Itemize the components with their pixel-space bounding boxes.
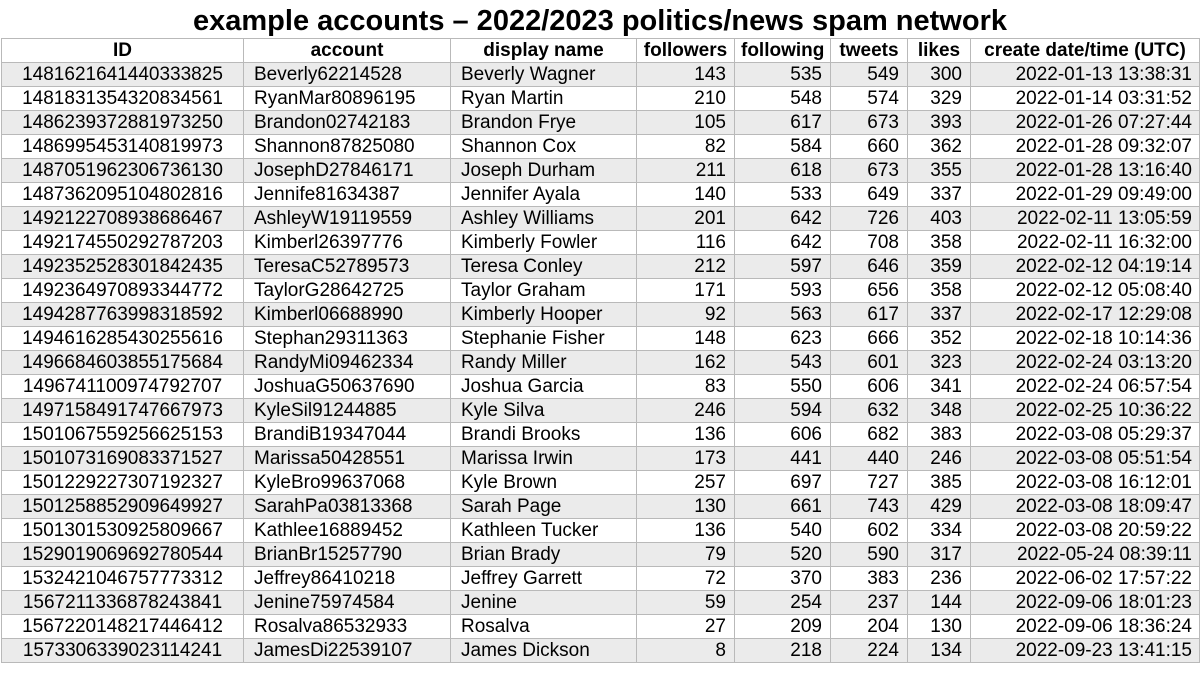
table-row xyxy=(2,279,1200,303)
cell-tweets: 632 xyxy=(831,399,908,423)
cell-create-date: 2022-02-17 12:29:08 xyxy=(971,303,1200,327)
cell-create-date: 2022-01-29 09:49:00 xyxy=(971,183,1200,207)
cell-id: 1486995453140819973 xyxy=(2,135,244,159)
cell-account: TeresaC52789573 xyxy=(244,255,451,279)
cell-account: Beverly62214528 xyxy=(244,63,451,87)
cell-tweets: 673 xyxy=(831,159,908,183)
table-row xyxy=(2,399,1200,423)
table-row xyxy=(2,111,1200,135)
cell-display-name: Kathleen Tucker xyxy=(451,519,637,543)
cell-followers: 136 xyxy=(637,423,735,447)
cell-followers: 246 xyxy=(637,399,735,423)
cell-id: 1492122708938686467 xyxy=(2,207,244,231)
cell-create-date: 2022-01-13 13:38:31 xyxy=(971,63,1200,87)
cell-account: Kathlee16889452 xyxy=(244,519,451,543)
cell-account: KyleBro99637068 xyxy=(244,471,451,495)
cell-account: KyleSil91244885 xyxy=(244,399,451,423)
cell-followers: 171 xyxy=(637,279,735,303)
table-row xyxy=(2,159,1200,183)
table-row xyxy=(2,567,1200,591)
cell-id: 1492364970893344772 xyxy=(2,279,244,303)
table-row xyxy=(2,615,1200,639)
cell-tweets: 727 xyxy=(831,471,908,495)
column-header-account: account xyxy=(244,39,451,63)
cell-create-date: 2022-01-28 13:16:40 xyxy=(971,159,1200,183)
cell-following: 606 xyxy=(735,423,831,447)
cell-display-name: Brandon Frye xyxy=(451,111,637,135)
cell-following: 535 xyxy=(735,63,831,87)
cell-create-date: 2022-02-18 10:14:36 xyxy=(971,327,1200,351)
cell-display-name: Taylor Graham xyxy=(451,279,637,303)
cell-id: 1532421046757773312 xyxy=(2,567,244,591)
table-row xyxy=(2,135,1200,159)
cell-create-date: 2022-09-06 18:36:24 xyxy=(971,615,1200,639)
cell-followers: 82 xyxy=(637,135,735,159)
cell-likes: 348 xyxy=(908,399,971,423)
cell-account: JamesDi22539107 xyxy=(244,639,451,663)
cell-likes: 329 xyxy=(908,87,971,111)
table-row xyxy=(2,639,1200,663)
cell-following: 533 xyxy=(735,183,831,207)
cell-tweets: 673 xyxy=(831,111,908,135)
cell-create-date: 2022-06-02 17:57:22 xyxy=(971,567,1200,591)
cell-likes: 130 xyxy=(908,615,971,639)
cell-account: Rosalva86532933 xyxy=(244,615,451,639)
cell-display-name: Randy Miller xyxy=(451,351,637,375)
table-row xyxy=(2,495,1200,519)
column-header-display-name: display name xyxy=(451,39,637,63)
accounts-table xyxy=(1,38,1200,663)
cell-likes: 337 xyxy=(908,183,971,207)
cell-tweets: 666 xyxy=(831,327,908,351)
cell-id: 1494616285430255616 xyxy=(2,327,244,351)
cell-followers: 105 xyxy=(637,111,735,135)
cell-id: 1497158491747667973 xyxy=(2,399,244,423)
cell-id: 1494287763998318592 xyxy=(2,303,244,327)
cell-id: 1486239372881973250 xyxy=(2,111,244,135)
cell-id: 1501229227307192327 xyxy=(2,471,244,495)
cell-tweets: 601 xyxy=(831,351,908,375)
cell-create-date: 2022-03-08 05:51:54 xyxy=(971,447,1200,471)
cell-id: 1496741100974792707 xyxy=(2,375,244,399)
cell-followers: 212 xyxy=(637,255,735,279)
cell-account: Jeffrey86410218 xyxy=(244,567,451,591)
cell-likes: 359 xyxy=(908,255,971,279)
cell-likes: 355 xyxy=(908,159,971,183)
column-header-id: ID xyxy=(2,39,244,63)
table-row xyxy=(2,447,1200,471)
cell-create-date: 2022-02-12 05:08:40 xyxy=(971,279,1200,303)
table-row xyxy=(2,303,1200,327)
cell-display-name: Kyle Silva xyxy=(451,399,637,423)
cell-account: JoshuaG50637690 xyxy=(244,375,451,399)
cell-account: JosephD27846171 xyxy=(244,159,451,183)
cell-display-name: Beverly Wagner xyxy=(451,63,637,87)
cell-following: 254 xyxy=(735,591,831,615)
cell-likes: 362 xyxy=(908,135,971,159)
cell-display-name: Sarah Page xyxy=(451,495,637,519)
table-title: example accounts – 2022/2023 politics/news spam network xyxy=(193,5,1007,37)
table-row xyxy=(2,423,1200,447)
cell-following: 584 xyxy=(735,135,831,159)
table-row xyxy=(2,351,1200,375)
table-row xyxy=(2,207,1200,231)
cell-tweets: 602 xyxy=(831,519,908,543)
cell-display-name: Brian Brady xyxy=(451,543,637,567)
cell-tweets: 590 xyxy=(831,543,908,567)
column-header-followers: followers xyxy=(637,39,735,63)
cell-likes: 144 xyxy=(908,591,971,615)
cell-tweets: 708 xyxy=(831,231,908,255)
cell-display-name: Jennifer Ayala xyxy=(451,183,637,207)
cell-display-name: James Dickson xyxy=(451,639,637,663)
column-header-tweets: tweets xyxy=(831,39,908,63)
cell-followers: 27 xyxy=(637,615,735,639)
cell-display-name: Joseph Durham xyxy=(451,159,637,183)
cell-likes: 358 xyxy=(908,279,971,303)
cell-account: Kimberl26397776 xyxy=(244,231,451,255)
cell-followers: 148 xyxy=(637,327,735,351)
table-row xyxy=(2,231,1200,255)
column-header-create-date: create date/time (UTC) xyxy=(971,39,1200,63)
cell-id: 1496684603855175684 xyxy=(2,351,244,375)
cell-account: Brandon02742183 xyxy=(244,111,451,135)
cell-tweets: 617 xyxy=(831,303,908,327)
cell-display-name: Kimberly Hooper xyxy=(451,303,637,327)
table-row xyxy=(2,327,1200,351)
cell-likes: 429 xyxy=(908,495,971,519)
cell-id: 1567211336878243841 xyxy=(2,591,244,615)
cell-likes: 385 xyxy=(908,471,971,495)
cell-tweets: 726 xyxy=(831,207,908,231)
cell-following: 618 xyxy=(735,159,831,183)
cell-following: 540 xyxy=(735,519,831,543)
cell-display-name: Brandi Brooks xyxy=(451,423,637,447)
cell-likes: 383 xyxy=(908,423,971,447)
cell-id: 1501067559256625153 xyxy=(2,423,244,447)
table-row xyxy=(2,591,1200,615)
cell-following: 548 xyxy=(735,87,831,111)
cell-followers: 201 xyxy=(637,207,735,231)
cell-account: Marissa50428551 xyxy=(244,447,451,471)
cell-following: 623 xyxy=(735,327,831,351)
cell-account: TaylorG28642725 xyxy=(244,279,451,303)
cell-account: RyanMar80896195 xyxy=(244,87,451,111)
table-row xyxy=(2,543,1200,567)
cell-likes: 246 xyxy=(908,447,971,471)
cell-following: 642 xyxy=(735,207,831,231)
cell-tweets: 224 xyxy=(831,639,908,663)
cell-followers: 210 xyxy=(637,87,735,111)
cell-following: 370 xyxy=(735,567,831,591)
cell-display-name: Jenine xyxy=(451,591,637,615)
cell-id: 1567220148217446412 xyxy=(2,615,244,639)
cell-create-date: 2022-02-11 16:32:00 xyxy=(971,231,1200,255)
cell-display-name: Shannon Cox xyxy=(451,135,637,159)
table-row xyxy=(2,519,1200,543)
cell-account: Jennife81634387 xyxy=(244,183,451,207)
cell-followers: 136 xyxy=(637,519,735,543)
cell-display-name: Ashley Williams xyxy=(451,207,637,231)
cell-create-date: 2022-02-24 03:13:20 xyxy=(971,351,1200,375)
cell-followers: 143 xyxy=(637,63,735,87)
cell-followers: 257 xyxy=(637,471,735,495)
cell-tweets: 660 xyxy=(831,135,908,159)
cell-create-date: 2022-03-08 18:09:47 xyxy=(971,495,1200,519)
cell-create-date: 2022-09-23 13:41:15 xyxy=(971,639,1200,663)
cell-account: RandyMi09462334 xyxy=(244,351,451,375)
table-row xyxy=(2,183,1200,207)
cell-followers: 130 xyxy=(637,495,735,519)
cell-tweets: 606 xyxy=(831,375,908,399)
cell-likes: 393 xyxy=(908,111,971,135)
cell-tweets: 649 xyxy=(831,183,908,207)
cell-account: Jenine75974584 xyxy=(244,591,451,615)
cell-display-name: Jeffrey Garrett xyxy=(451,567,637,591)
cell-following: 617 xyxy=(735,111,831,135)
cell-create-date: 2022-01-14 03:31:52 xyxy=(971,87,1200,111)
cell-display-name: Joshua Garcia xyxy=(451,375,637,399)
cell-following: 642 xyxy=(735,231,831,255)
header-row xyxy=(2,39,1200,63)
cell-followers: 8 xyxy=(637,639,735,663)
cell-following: 661 xyxy=(735,495,831,519)
cell-display-name: Rosalva xyxy=(451,615,637,639)
cell-followers: 83 xyxy=(637,375,735,399)
cell-likes: 236 xyxy=(908,567,971,591)
table-row xyxy=(2,63,1200,87)
cell-account: SarahPa03813368 xyxy=(244,495,451,519)
cell-display-name: Ryan Martin xyxy=(451,87,637,111)
cell-id: 1501073169083371527 xyxy=(2,447,244,471)
cell-id: 1501258852909649927 xyxy=(2,495,244,519)
cell-following: 543 xyxy=(735,351,831,375)
cell-account: Shannon87825080 xyxy=(244,135,451,159)
cell-create-date: 2022-03-08 20:59:22 xyxy=(971,519,1200,543)
cell-create-date: 2022-03-08 05:29:37 xyxy=(971,423,1200,447)
cell-likes: 134 xyxy=(908,639,971,663)
cell-tweets: 743 xyxy=(831,495,908,519)
cell-following: 218 xyxy=(735,639,831,663)
cell-tweets: 656 xyxy=(831,279,908,303)
cell-id: 1481621641440333825 xyxy=(2,63,244,87)
cell-display-name: Stephanie Fisher xyxy=(451,327,637,351)
cell-likes: 334 xyxy=(908,519,971,543)
cell-followers: 173 xyxy=(637,447,735,471)
cell-likes: 352 xyxy=(908,327,971,351)
cell-tweets: 549 xyxy=(831,63,908,87)
cell-following: 209 xyxy=(735,615,831,639)
cell-followers: 72 xyxy=(637,567,735,591)
cell-display-name: Kyle Brown xyxy=(451,471,637,495)
cell-create-date: 2022-05-24 08:39:11 xyxy=(971,543,1200,567)
cell-likes: 323 xyxy=(908,351,971,375)
column-header-following: following xyxy=(735,39,831,63)
cell-tweets: 682 xyxy=(831,423,908,447)
cell-id: 1573306339023114241 xyxy=(2,639,244,663)
cell-followers: 116 xyxy=(637,231,735,255)
cell-tweets: 646 xyxy=(831,255,908,279)
cell-create-date: 2022-09-06 18:01:23 xyxy=(971,591,1200,615)
cell-following: 550 xyxy=(735,375,831,399)
cell-account: Stephan29311363 xyxy=(244,327,451,351)
cell-following: 593 xyxy=(735,279,831,303)
cell-followers: 59 xyxy=(637,591,735,615)
cell-id: 1492174550292787203 xyxy=(2,231,244,255)
cell-likes: 341 xyxy=(908,375,971,399)
cell-tweets: 440 xyxy=(831,447,908,471)
cell-create-date: 2022-01-28 09:32:07 xyxy=(971,135,1200,159)
cell-id: 1492352528301842435 xyxy=(2,255,244,279)
cell-display-name: Teresa Conley xyxy=(451,255,637,279)
table-row xyxy=(2,255,1200,279)
cell-followers: 140 xyxy=(637,183,735,207)
cell-create-date: 2022-01-26 07:27:44 xyxy=(971,111,1200,135)
cell-id: 1487051962306736130 xyxy=(2,159,244,183)
table-body xyxy=(2,63,1200,663)
cell-id: 1501301530925809667 xyxy=(2,519,244,543)
cell-display-name: Marissa Irwin xyxy=(451,447,637,471)
cell-id: 1529019069692780544 xyxy=(2,543,244,567)
cell-tweets: 383 xyxy=(831,567,908,591)
table-row xyxy=(2,471,1200,495)
cell-following: 441 xyxy=(735,447,831,471)
cell-likes: 358 xyxy=(908,231,971,255)
cell-following: 597 xyxy=(735,255,831,279)
cell-followers: 79 xyxy=(637,543,735,567)
cell-following: 594 xyxy=(735,399,831,423)
cell-create-date: 2022-02-25 10:36:22 xyxy=(971,399,1200,423)
cell-account: BrianBr15257790 xyxy=(244,543,451,567)
table-row xyxy=(2,87,1200,111)
cell-create-date: 2022-03-08 16:12:01 xyxy=(971,471,1200,495)
table-row xyxy=(2,375,1200,399)
cell-account: Kimberl06688990 xyxy=(244,303,451,327)
cell-followers: 92 xyxy=(637,303,735,327)
cell-tweets: 237 xyxy=(831,591,908,615)
cell-followers: 162 xyxy=(637,351,735,375)
column-header-likes: likes xyxy=(908,39,971,63)
cell-account: AshleyW19119559 xyxy=(244,207,451,231)
cell-tweets: 204 xyxy=(831,615,908,639)
cell-id: 1487362095104802816 xyxy=(2,183,244,207)
cell-create-date: 2022-02-12 04:19:14 xyxy=(971,255,1200,279)
cell-display-name: Kimberly Fowler xyxy=(451,231,637,255)
cell-followers: 211 xyxy=(637,159,735,183)
cell-following: 563 xyxy=(735,303,831,327)
cell-following: 697 xyxy=(735,471,831,495)
cell-likes: 403 xyxy=(908,207,971,231)
cell-account: BrandiB19347044 xyxy=(244,423,451,447)
cell-create-date: 2022-02-11 13:05:59 xyxy=(971,207,1200,231)
cell-id: 1481831354320834561 xyxy=(2,87,244,111)
cell-likes: 300 xyxy=(908,63,971,87)
cell-likes: 337 xyxy=(908,303,971,327)
cell-likes: 317 xyxy=(908,543,971,567)
cell-create-date: 2022-02-24 06:57:54 xyxy=(971,375,1200,399)
cell-tweets: 574 xyxy=(831,87,908,111)
cell-following: 520 xyxy=(735,543,831,567)
